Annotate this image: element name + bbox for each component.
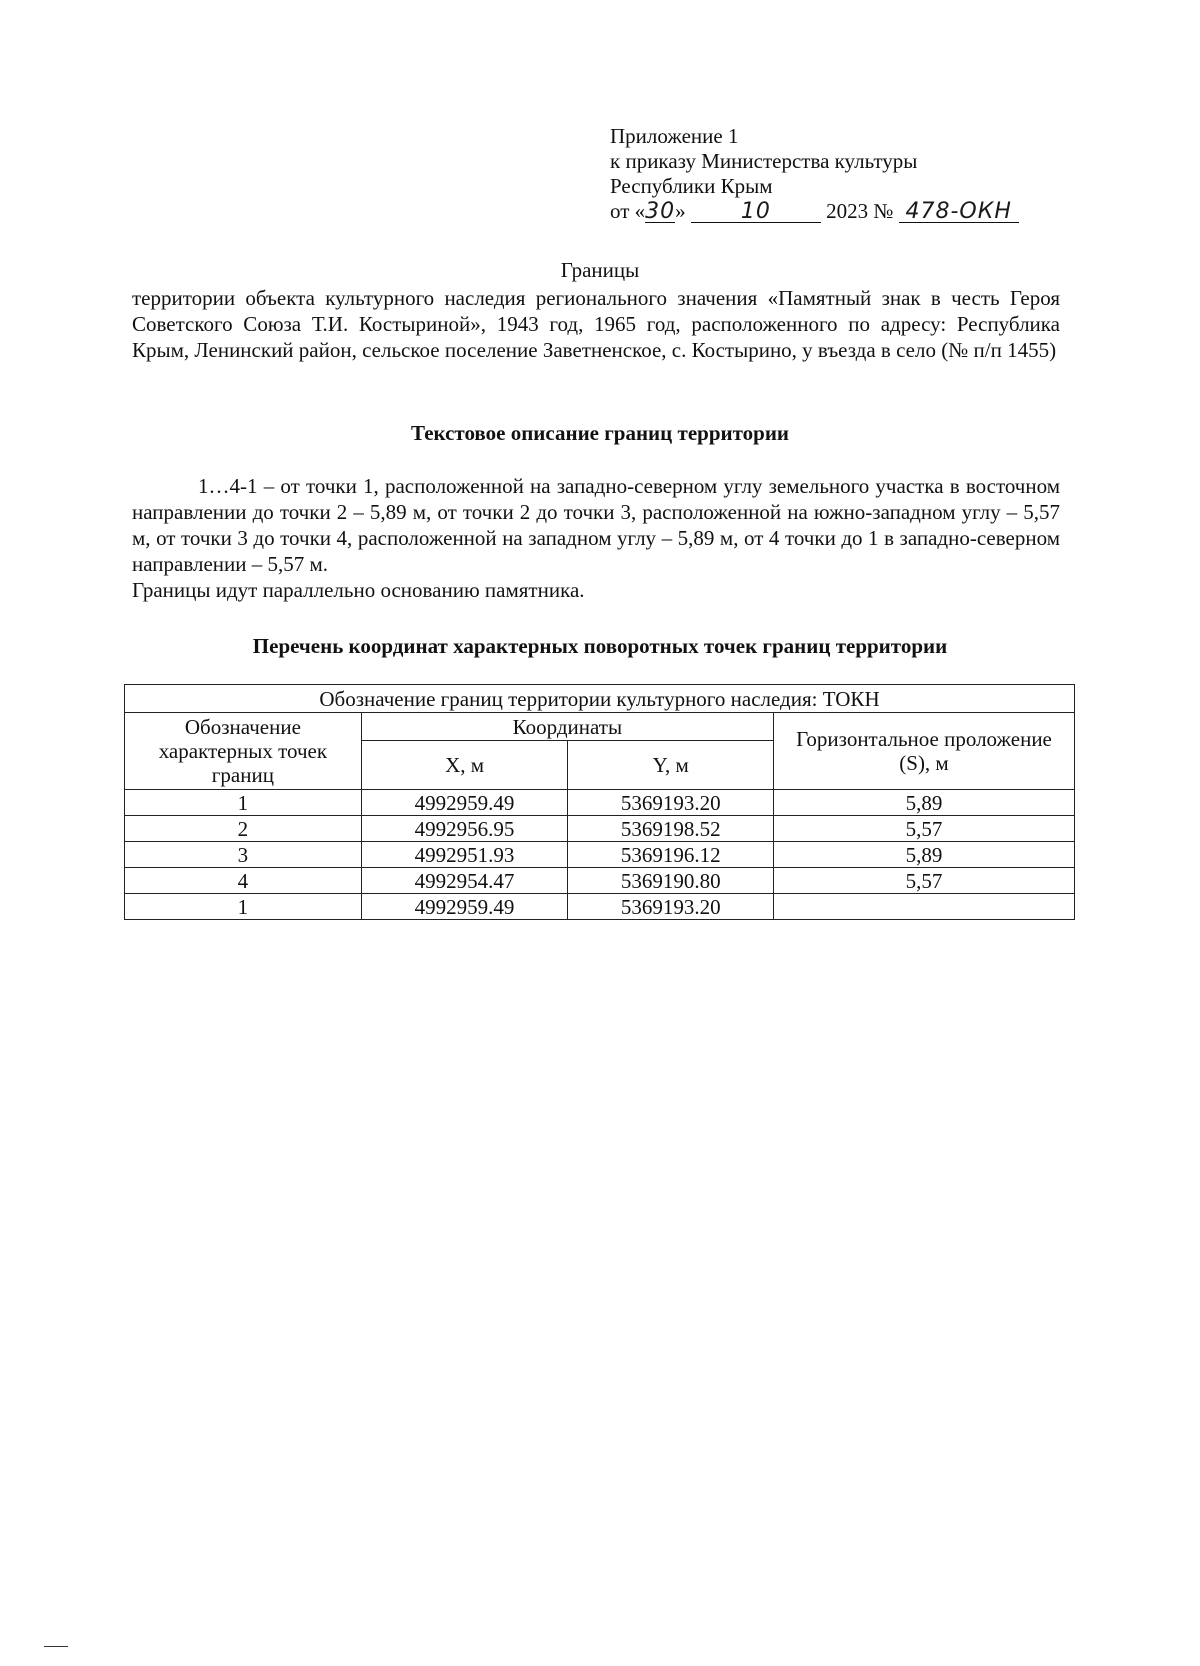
section-heading-coordinates: Перечень координат характерных поворотных точек границ территории xyxy=(252,634,948,658)
boundary-description xyxy=(132,473,1060,603)
cell-point: 1 xyxy=(125,894,362,920)
cell-s: 5,89 xyxy=(774,790,1075,816)
cell-s xyxy=(774,894,1075,920)
year-and-number-label: 2023 № xyxy=(826,199,894,223)
cell-x: 4992954.47 xyxy=(361,868,568,894)
table-caption-row xyxy=(125,685,1075,713)
document-title: Границы xyxy=(560,258,640,282)
order-date-line xyxy=(610,199,1019,224)
appendix-line-3: Республики Крым xyxy=(610,174,773,198)
cell-y: 5369198.52 xyxy=(568,816,774,842)
cell-y: 5369196.12 xyxy=(568,842,774,868)
footer-mark xyxy=(44,1646,68,1647)
cell-x: 4992951.93 xyxy=(361,842,568,868)
cell-s: 5,89 xyxy=(774,842,1075,868)
header-horizontal-distance: Горизонтальное проложение (S), м xyxy=(774,713,1075,790)
appendix-line-1: Приложение 1 xyxy=(610,124,739,148)
cell-point: 1 xyxy=(125,790,362,816)
header-point: Обозначение характерных точек границ xyxy=(125,713,362,790)
handwritten-order-number: 478-ОКН xyxy=(899,202,1019,223)
header-y: Y, м xyxy=(568,741,774,790)
cell-point: 2 xyxy=(125,816,362,842)
table-header-row xyxy=(125,713,1075,741)
boundary-paragraph: 1…4-1 – от точки 1, расположенной на западно-северном углу земельного участка в восточном направлении до точки 2 – 5,89 м, от точки 2 до точки 3, расположенной на южно-западном углу – 5,57 м, от точки 3 до точки 4, расположенной на западном углу – 5,89 м, от 4 точки до 1 в западно-северном направлении – 5,57 м. xyxy=(132,474,1060,576)
table-row xyxy=(125,868,1075,894)
table-row xyxy=(125,842,1075,868)
cell-x: 4992959.49 xyxy=(361,894,568,920)
date-mid: » xyxy=(675,199,686,223)
cell-y: 5369193.20 xyxy=(568,790,774,816)
table-caption: Обозначение границ территории культурного наследия: ТОКН xyxy=(125,685,1075,713)
boundary-note: Границы идут параллельно основанию памятника. xyxy=(132,578,585,602)
date-prefix: от « xyxy=(610,199,646,223)
cell-point: 3 xyxy=(125,842,362,868)
cell-y: 5369190.80 xyxy=(568,868,774,894)
cell-x: 4992956.95 xyxy=(361,816,568,842)
handwritten-day: 30 xyxy=(645,199,676,224)
table-row xyxy=(125,816,1075,842)
appendix-block xyxy=(610,124,1019,224)
object-description: территории объекта культурного наследия регионального значения «Памятный знак в честь Героя Советского Союза Т.И. Костыриной», 1943 год, 1965 год, расположенного по адресу: Республика Крым, Ленинский район, сельское поселение Заветненское, с. Костырино, у въезда в село (№ п/п 1455) xyxy=(132,286,1060,362)
cell-y: 5369193.20 xyxy=(568,894,774,920)
handwritten-month: 10 xyxy=(691,202,821,223)
cell-s: 5,57 xyxy=(774,816,1075,842)
table-row xyxy=(125,790,1075,816)
header-coordinates: Координаты xyxy=(361,713,773,741)
section-heading-text-description: Текстовое описание границ территории xyxy=(410,421,790,445)
cell-point: 4 xyxy=(125,868,362,894)
coordinates-table xyxy=(124,684,1075,920)
cell-x: 4992959.49 xyxy=(361,790,568,816)
appendix-line-2: к приказу Министерства культуры xyxy=(610,149,918,173)
table-row xyxy=(125,894,1075,920)
cell-s: 5,57 xyxy=(774,868,1075,894)
header-x: X, м xyxy=(361,741,568,790)
